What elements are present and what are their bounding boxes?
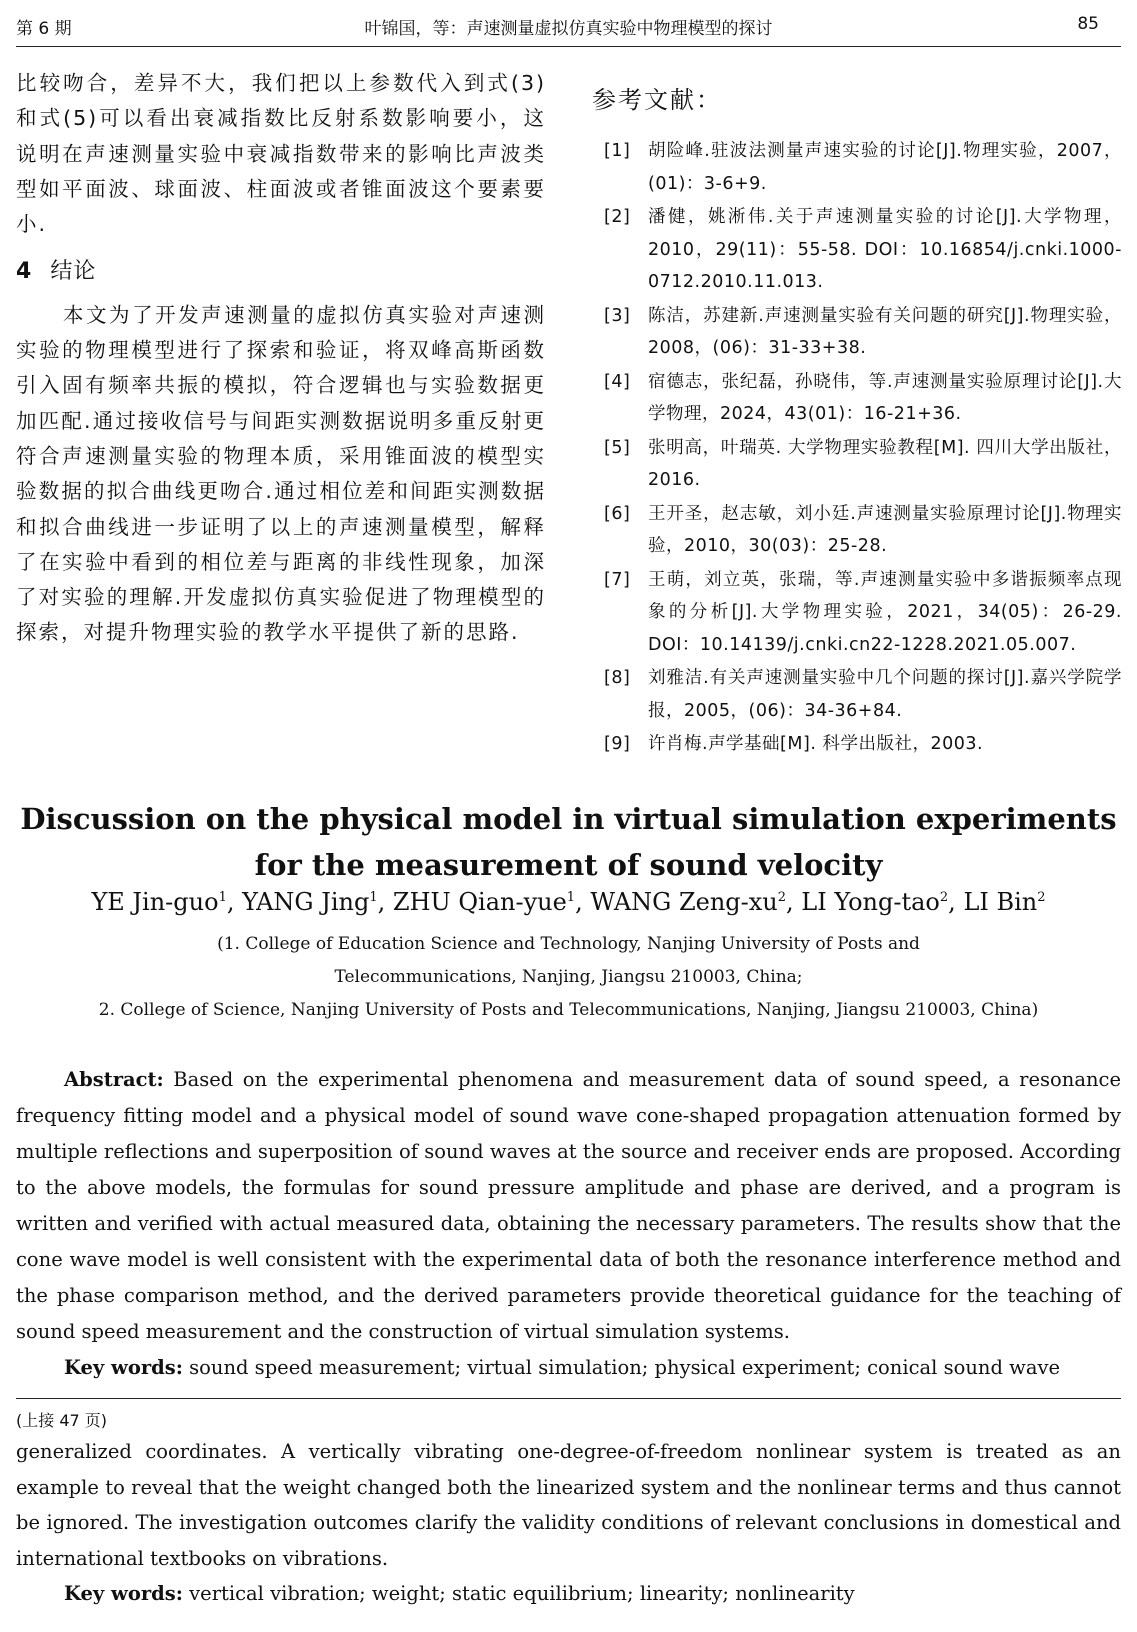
continued-from-label: (上接 47 页) [16, 1411, 108, 1430]
running-title: 叶锦国，等：声速测量虚拟仿真实验中物理模型的探讨 [364, 19, 773, 39]
abstract-label: Abstract: [64, 1068, 164, 1091]
references-heading: 参考文献： [592, 86, 722, 114]
conclusion-paragraph: 本文为了开发声速测量的虚拟仿真实验对声速测实验的物理模型进行了探索和验证，将双峰高斯函数引入固有频率共振的模拟，符合逻辑也与实验数据更加匹配.通过接收信号与间距实测数据说明多重反射更符合声速测量实验的物理本质，采用锥面波的模型实验数据的拟合曲线更吻合.通过相位差和间距实测数据和拟合曲线进一步证明了以上的声速测量模型，解释了在实验中看到的相位差与距离的非线性现象，加深了对实验的理解.开发虚拟仿真实验促进了物理模型的探索，对提升物理实验的教学水平提供了新的思路. [16, 302, 546, 645]
author-name: WANG Zeng-xu [590, 888, 778, 916]
running-header [16, 8, 1121, 47]
reference-item [592, 201, 1122, 299]
reference-number: [3] [604, 305, 631, 326]
reference-text: 王开圣，赵志敏，刘小廷.声速测量实验原理讨论[J].物理实验，2010，30(03)：25-28. [648, 503, 1122, 556]
reference-text: 许肖梅.声学基础[M]. 科学出版社，2003. [648, 734, 984, 754]
affiliations [16, 928, 1121, 1027]
keywords-label: Key words: [64, 1582, 183, 1605]
english-title-line: Discussion on the physical model in virtual simulation experiments [20, 802, 1117, 836]
reference-number: [7] [604, 569, 631, 590]
issue-number: 第 6 期 [16, 19, 72, 39]
author-affiliation-mark: 1 [218, 890, 227, 905]
reference-item [592, 366, 1122, 431]
author-affiliation-mark: 2 [777, 890, 787, 905]
reference-text: 宿德志，张纪磊，孙晓伟，等.声速测量实验原理讨论[J].大学物理，2024，43(01)：16-21+36. [648, 371, 1122, 424]
keywords-text: vertical vibration; weight; static equilibrium; linearity; nonlinearity [189, 1582, 855, 1605]
affiliation-line: (1. College of Education Science and Technology, Nanjing University of Posts and [217, 934, 920, 954]
reference-number: [5] [604, 437, 631, 458]
reference-number: [4] [604, 371, 631, 392]
left-column [16, 66, 546, 651]
reference-text: 张明高，叶瑞英. 大学物理实验教程[M]. 四川大学出版社，2016. [648, 437, 1122, 490]
reference-text: 刘雅洁.有关声速测量实验中几个问题的探讨[J].嘉兴学院学报，2005，(06)：34-36+84. [648, 668, 1122, 721]
author-name: YE Jin-guo [91, 888, 219, 916]
reference-item [592, 564, 1122, 662]
author-name: LI Yong-tao [801, 888, 940, 916]
author-name: YANG Jing [242, 888, 370, 916]
author-name: LI Bin [963, 888, 1038, 916]
reference-item [592, 135, 1122, 200]
reference-number: [6] [604, 503, 631, 524]
intro-paragraph: 比较吻合，差异不大，我们把以上参数代入到式(3)和式(5)可以看出衰减指数比反射系数影响要小，这说明在声速测量实验中衰减指数带来的影响比声波类型如平面波、球面波、柱面波或者锥面波这个要素要小. [16, 71, 546, 237]
section-number: 4 [16, 259, 33, 285]
author-affiliation-mark: 2 [1037, 890, 1046, 905]
continuation-paragraph: generalized coordinates. A vertically vibrating one-degree-of-freedom nonlinear system is treated as an example to reveal that the weight changed both the linearized system and the nonlinear terms and thus cannot be ignored. The investigation outcomes clarify the validity conditions of relevant conclusions in domestical and international textbooks on vibrations. [16, 1440, 1121, 1570]
reference-number: [1] [604, 141, 631, 161]
section-heading [16, 254, 546, 289]
reference-item [592, 300, 1122, 365]
keywords-text: sound speed measurement; virtual simulation; physical experiment; conical sound wave [189, 1356, 1060, 1379]
reference-text: 胡险峰.驻波法测量声速实验的讨论[J].物理实验，2007，(01)：3-6+9. [648, 141, 1122, 194]
abstract-paragraph [16, 1062, 1121, 1350]
reference-number: [2] [604, 207, 631, 227]
affiliation-line: Telecommunications, Nanjing, Jiangsu 210003, China; [334, 967, 803, 987]
references-column [592, 80, 1122, 762]
abstract-text: Based on the experimental phenomena and measurement data of sound speed, a resonance frequency fitting model and a physical model of sound wave cone-shaped propagation attenuation formed by multiple reflections and superposition of sound waves at the source and receiver ends are proposed. According to the above models, the formulas for sound pressure amplitude and phase are derived, and a program is written and verified with actual measured data, obtaining the necessary parameters. The results show that the cone wave model is well consistent with the experimental data of both the resonance interference method and the phase comparison method, and the derived parameters provide theoretical guidance for the teaching of sound speed measurement and the construction of virtual simulation systems. [16, 1068, 1121, 1343]
reference-number: [8] [604, 668, 631, 688]
author-affiliation-mark: 1 [566, 890, 576, 905]
english-title [16, 796, 1121, 888]
section-title: 结论 [50, 259, 97, 285]
page-number: 85 [1077, 14, 1099, 34]
keywords-label: Key words: [64, 1356, 183, 1379]
continuation-keywords [16, 1576, 1121, 1612]
reference-item [592, 662, 1122, 727]
reference-item [592, 498, 1122, 563]
affiliation-line: 2. College of Science, Nanjing University of Posts and Telecommunications, Nanjing, Jiangsu 210003, China) [98, 1000, 1039, 1020]
abstract-block [16, 1062, 1121, 1386]
english-authors: YE Jin-guo$^1$, YANG Jing$^1$, ZHU Qian-yue$^1$, WANG Zeng-$xu^2$, LI Yong-tao$^2$, LI Bin$^2$ [91, 888, 1046, 916]
reference-text: 王萌，刘立英，张瑞，等.声速测量实验中多谐振频率点现象的分析[J].大学物理实验，2021，34(05)：26-29. DOI：10.14139/j.cnki.cn22-1228.2021.05.007. [648, 569, 1122, 655]
section-divider [16, 1398, 1121, 1399]
author-affiliation-mark: 1 [369, 890, 378, 905]
author-name: ZHU Qian-yue [392, 888, 567, 916]
keywords-paragraph [16, 1350, 1121, 1386]
continuation-block [16, 1434, 1121, 1612]
reference-item [592, 432, 1122, 497]
reference-item [592, 728, 1122, 761]
english-title-line: for the measurement of sound velocity [254, 848, 883, 882]
reference-number: [9] [604, 734, 631, 754]
reference-text: 潘健，姚淅伟.关于声速测量实验的讨论[J].大学物理，2010，29(11)：55-58. DOI：10.16854/j.cnki.1000-0712.2010.11.013. [648, 207, 1122, 292]
author-affiliation-mark: 2 [939, 890, 949, 905]
reference-text: 陈洁，苏建新.声速测量实验有关问题的研究[J].物理实验，2008，(06)：31-33+38. [648, 305, 1122, 358]
